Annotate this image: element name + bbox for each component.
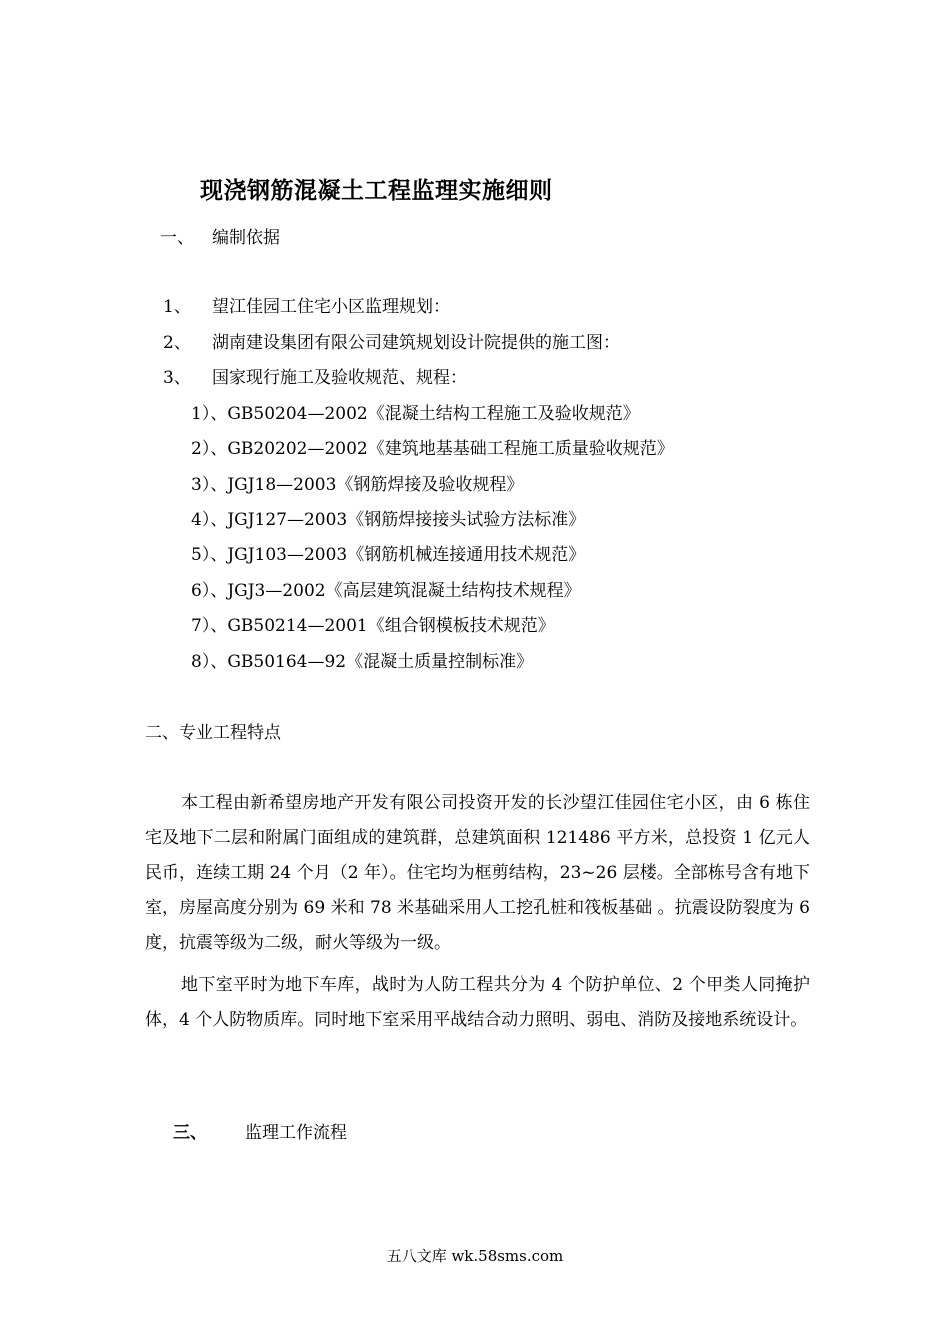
basement-description-paragraph: 地下室平时为地下车库，战时为人防工程共分为 4 个防护单位、2 个甲类人同掩护体，4 个人防物质库。同时地下室采用平战结合动力照明、弱电、消防及接地系统设计。 (145, 975, 810, 1030)
section-3-heading (173, 1122, 347, 1144)
section-1-heading (160, 227, 280, 249)
basis-item-1 (163, 296, 450, 318)
section-2-heading: 二、专业工程特点 (145, 723, 281, 743)
basis-item-2 (163, 332, 620, 354)
basis-item-text: 望江佳园工住宅小区监理规划： (212, 297, 450, 317)
basis-item-text: 国家现行施工及验收规范、规程： (212, 368, 467, 388)
basis-item-3 (163, 367, 467, 389)
section-1-number: 一、 (160, 228, 194, 248)
standard-item: 1）、GB50204—2002《混凝土结构工程施工及验收规范》 (191, 404, 640, 424)
standard-item: 6）、JGJ3—2002《高层建筑混凝土结构技术规程》 (191, 581, 581, 601)
standard-item: 7）、GB50214—2001《组合钢模板技术规范》 (191, 616, 555, 636)
section-3-title: 监理工作流程 (245, 1123, 347, 1143)
page-footer: 五八文库 wk.58sms.com (386, 1247, 564, 1265)
basis-item-number: 2、 (163, 333, 191, 353)
standard-item: 5）、JGJ103—2003《钢筋机械连接通用技术规范》 (191, 545, 586, 565)
standard-item: 8）、GB50164—92《混凝土质量控制标准》 (191, 652, 534, 672)
standard-item: 4）、JGJ127—2003《钢筋焊接接头试验方法标准》 (191, 510, 586, 530)
standard-item: 2）、GB20202—2002《建筑地基基础工程施工质量验收规范》 (191, 439, 674, 459)
document-title: 现浇钢筋混凝土工程监理实施细则 (200, 177, 553, 204)
section-1-title: 编制依据 (212, 228, 280, 248)
section-3-number: 三、 (173, 1123, 207, 1143)
standard-item: 3）、JGJ18—2003《钢筋焊接及验收规程》 (191, 475, 524, 495)
basis-item-number: 3、 (163, 368, 191, 388)
basis-item-number: 1、 (163, 297, 191, 317)
basis-item-text: 湖南建设集团有限公司建筑规划设计院提供的施工图： (212, 333, 620, 353)
project-description-paragraph: 本工程由新希望房地产开发有限公司投资开发的长沙望江佳园住宅小区，由 6 栋住宅及地下二层和附属门面组成的建筑群，总建筑面积 121486 平方米，总投资 1 亿元人民币，连续工期 24 个月（2 年）。住宅均为框剪结构，23~26 层楼。全部栋号含有地下室，房屋高度分别为 69 米和 78 米基础采用人工挖孔桩和筏板基础 。抗震设防裂度为 6 度，抗震等级为二级，耐火等级为一级。 (145, 793, 810, 953)
